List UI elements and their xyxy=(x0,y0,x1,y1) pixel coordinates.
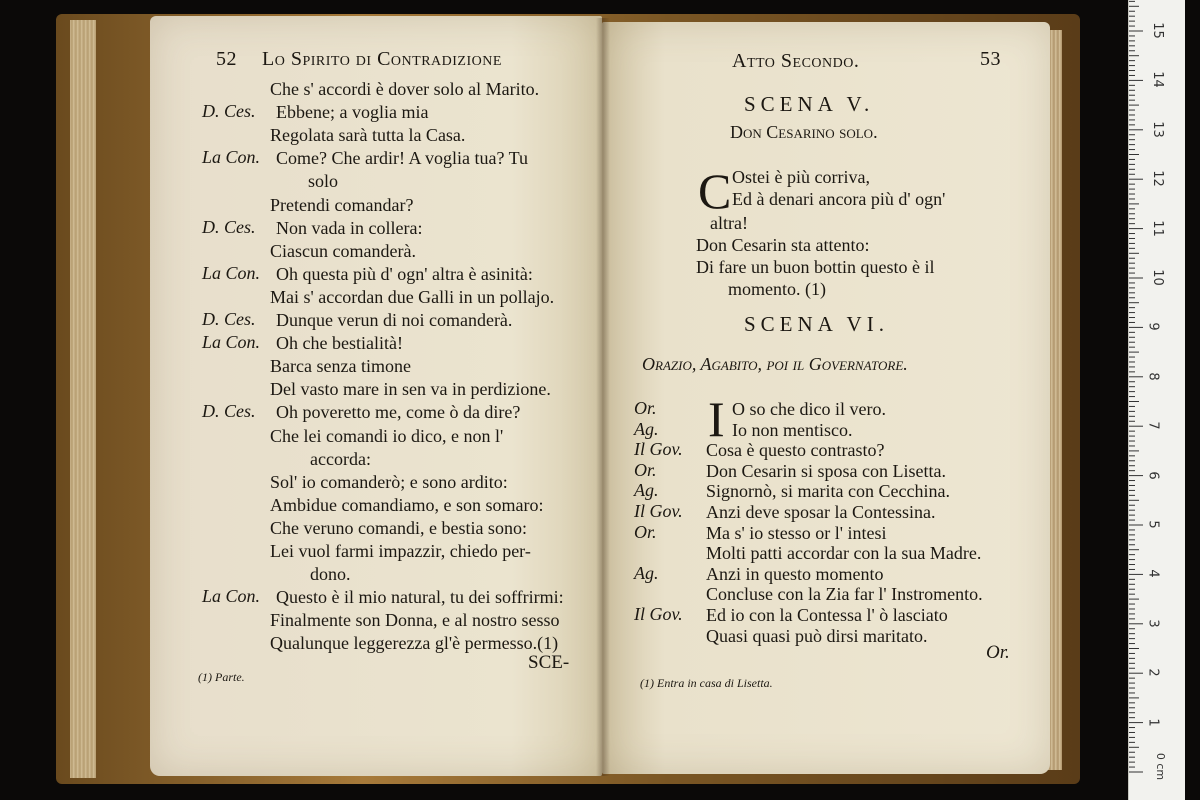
dialogue-line: accorda: xyxy=(310,448,371,469)
speaker-label: D. Ces. xyxy=(202,401,256,422)
ruler-ticks xyxy=(1129,0,1185,800)
right-page-number: 53 xyxy=(980,48,1001,70)
dialogue-line: Don Cesarin si sposa con Lisetta. xyxy=(706,460,946,481)
dialogue-line: Che lei comandi io dico, e non l' xyxy=(270,425,504,446)
page-edges-left xyxy=(70,20,96,778)
dialogue-line: Concluse con la Zia far l' Instromento. xyxy=(706,584,983,605)
verse-line: Di fare un buon bottin questo è il xyxy=(696,257,935,277)
dialogue-line: Io non mentisco. xyxy=(732,419,853,440)
dialogue-line: Finalmente son Donna, e al nostro sesso xyxy=(270,610,560,631)
speaker-label: Or. xyxy=(634,521,657,542)
ruler-number: 15 xyxy=(1149,22,1165,39)
ruler-number: 1 xyxy=(1145,717,1161,727)
dialogue-line: Quasi quasi può dirsi maritato. xyxy=(706,625,928,646)
dialogue-line: O so che dico il vero. xyxy=(732,399,886,419)
dialogue-line: Che s' accordi è dover solo al Marito. xyxy=(270,79,540,99)
speaker-label: Il Gov. xyxy=(634,501,683,521)
ruler-number: 10 xyxy=(1149,269,1165,286)
right-catchword: Or. xyxy=(986,642,1010,663)
dialogue-line: Cosa è questo contrasto? xyxy=(706,440,885,461)
dialogue-line: Molti patti accordar con la sua Madre. xyxy=(706,543,982,564)
dialogue-line: Lei vuol farmi impazzir, chiedo per- xyxy=(270,541,531,561)
left-catchword: SCE- xyxy=(528,652,570,673)
ruler-number: 4 xyxy=(1145,569,1161,579)
ruler-number: 9 xyxy=(1145,322,1161,332)
dialogue-line: Oh poveretto me, come ò da dire? xyxy=(276,402,521,423)
right-running-head: Atto Secondo. xyxy=(732,50,860,72)
right-page xyxy=(602,22,1050,774)
speaker-label: Ag. xyxy=(634,418,659,439)
dialogue-line: Anzi deve sposar la Contessina. xyxy=(706,502,936,522)
ruler-number: 7 xyxy=(1145,421,1161,430)
right-footnote: (1) Entra in casa di Lisetta. xyxy=(640,676,773,690)
measuring-ruler xyxy=(1128,0,1185,800)
dialogue-line: Del vasto mare in sen va in perdizione. xyxy=(270,379,551,400)
dialogue-line: solo xyxy=(308,171,339,192)
verse-line: momento. (1) xyxy=(728,279,826,299)
verse-line: altra! xyxy=(710,213,748,233)
dialogue-line: Dunque verun di noi comanderà. xyxy=(276,310,513,330)
ruler-number: 11 xyxy=(1149,219,1165,237)
speaker-label: D. Ces. xyxy=(202,309,256,329)
ruler-number: 5 xyxy=(1145,520,1161,529)
speaker-label: La Con. xyxy=(202,586,261,607)
dialogue-line: Ciascun comanderà. xyxy=(270,240,416,261)
scene-5-dropcap: C xyxy=(698,163,732,219)
speaker-label: Il Gov. xyxy=(634,604,683,624)
ruler-unit-label: 0 cm xyxy=(1154,752,1168,781)
dialogue-line: Che veruno comandi, e bestia sono: xyxy=(270,517,527,538)
left-footnote: (1) Parte. xyxy=(198,670,245,684)
scene-6-persona: Orazio, Agabito, poi il Governatore. xyxy=(642,354,908,374)
dialogue-line: Ed io con la Contessa l' ò lasciato xyxy=(706,605,948,625)
scene-5-persona: Don Cesarino solo. xyxy=(730,122,878,142)
speaker-label: La Con. xyxy=(202,147,261,168)
verse-line: Don Cesarin sta attento: xyxy=(696,235,870,255)
speaker-label: D. Ces. xyxy=(202,216,256,237)
dialogue-line: Signornò, si marita con Cecchina. xyxy=(706,481,950,502)
speaker-label: Ag. xyxy=(634,562,659,583)
speaker-label: Il Gov. xyxy=(634,439,683,460)
dialogue-line: Oh che bestialità! xyxy=(276,333,403,354)
verse-line: Ostei è più corriva, xyxy=(732,167,870,187)
ruler-number: 3 xyxy=(1145,619,1161,628)
left-page-number: 52 xyxy=(216,48,237,70)
speaker-label: Ag. xyxy=(634,480,659,501)
verse-line: Ed à denari ancora più d' ogn' xyxy=(732,189,946,209)
dialogue-line: Oh questa più d' ogn' altra è asinità: xyxy=(276,263,533,284)
ruler-number: 2 xyxy=(1145,668,1161,677)
speaker-label: D. Ces. xyxy=(202,101,256,122)
speaker-label: Or. xyxy=(634,459,657,480)
dialogue-line: Qualunque leggerezza gl'è permesso.(1) xyxy=(270,633,559,654)
dialogue-line: Come? Che ardir! A voglia tua? Tu xyxy=(276,148,528,169)
dialogue-line: Questo è il mio natural, tu dei soffrirmi: xyxy=(276,587,564,608)
left-page xyxy=(150,16,602,776)
book-gutter xyxy=(596,18,610,776)
dialogue-line: dono. xyxy=(310,564,351,585)
dialogue-line: Ambidue comandiamo, e son somaro: xyxy=(270,494,544,515)
dialogue-line: Ebbene; a voglia mia xyxy=(276,102,429,123)
dialogue-line: Barca senza timone xyxy=(270,356,411,377)
speaker-label: Or. xyxy=(634,398,657,418)
ruler-number: 6 xyxy=(1145,470,1161,480)
dialogue-line: Pretendi comandar? xyxy=(270,194,414,215)
dialogue-line: Mai s' accordan due Galli in un pollajo. xyxy=(270,286,555,307)
ruler-number: 8 xyxy=(1145,372,1161,381)
ruler-number: 14 xyxy=(1149,71,1165,89)
dialogue-line: Regolata sarà tutta la Casa. xyxy=(270,125,466,146)
dialogue-line: Anzi in questo momento xyxy=(706,563,884,584)
dialogue-line: Non vada in collera: xyxy=(276,217,423,238)
speaker-label: La Con. xyxy=(202,262,261,283)
left-running-head: Lo Spirito di Contradizione xyxy=(262,48,502,70)
ruler-number: 13 xyxy=(1149,121,1165,138)
scene-6-dropcap: I xyxy=(708,391,725,447)
scene-6-title: SCENA VI. xyxy=(744,312,889,336)
ruler-number: 12 xyxy=(1149,170,1165,187)
dialogue-line: Sol' io comanderò; e sono ardito: xyxy=(270,471,508,492)
scene-5-title: SCENA V. xyxy=(744,92,875,116)
dialogue-line: Ma s' io stesso or l' intesi xyxy=(706,522,887,543)
speaker-label: La Con. xyxy=(202,332,261,353)
